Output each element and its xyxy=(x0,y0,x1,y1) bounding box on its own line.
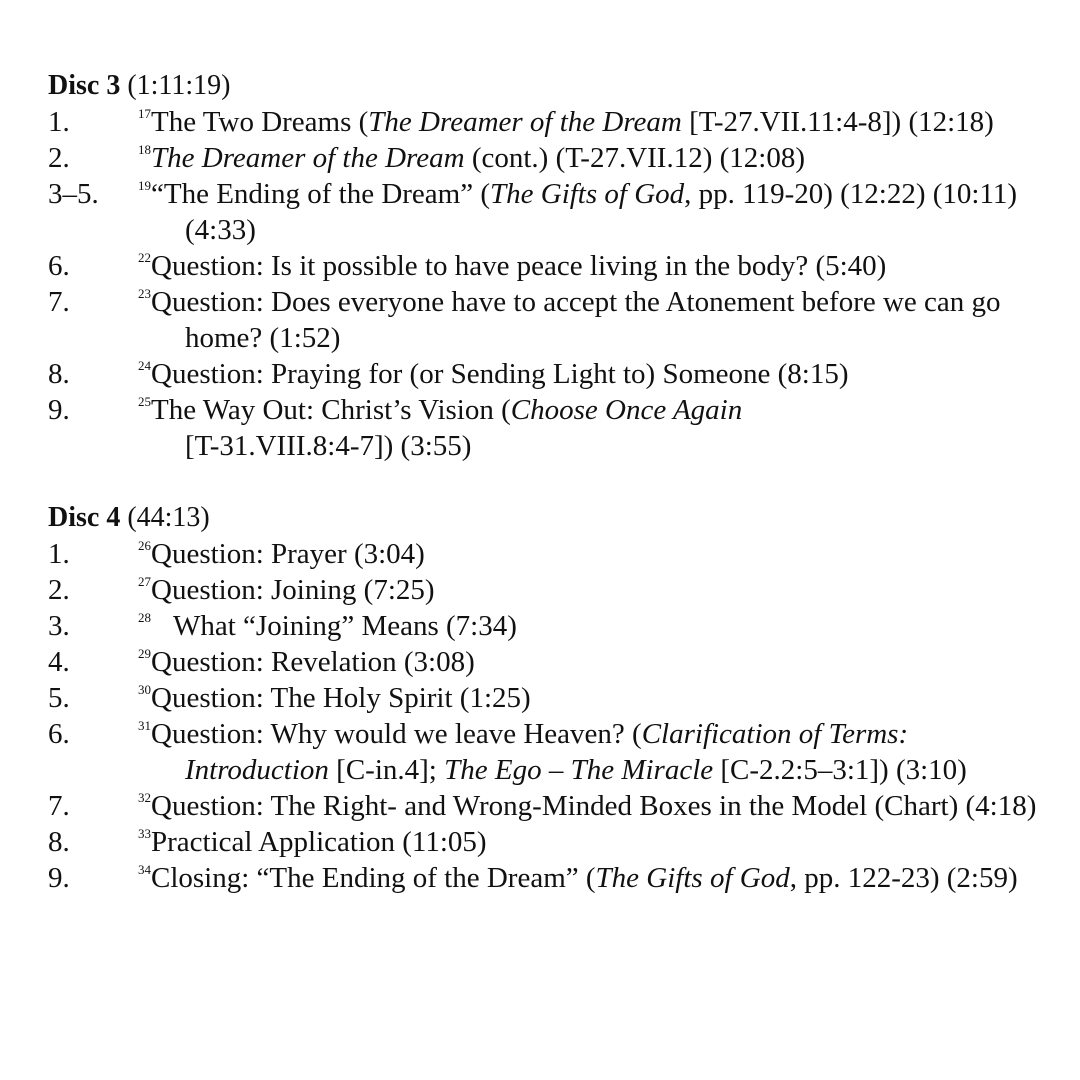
footnote-marker: 24 xyxy=(138,358,151,373)
source-title: Clarification of Terms: xyxy=(641,718,909,750)
source-title: The Gifts of God xyxy=(595,862,790,894)
source-title: The Dreamer of the Dream xyxy=(368,106,682,138)
track-number: 3–5. xyxy=(48,178,99,210)
disc-section xyxy=(48,68,1058,464)
track-number: 9. xyxy=(48,394,70,426)
title-text: Question: Praying for (or Sending Light to) Someone (8:15) xyxy=(151,358,849,390)
source-title: Introduction xyxy=(185,754,329,786)
track-title xyxy=(138,356,1058,392)
source-title: The Gifts of God xyxy=(490,178,685,210)
footnote-marker: 27 xyxy=(138,574,151,589)
footnote-marker: 30 xyxy=(138,682,151,697)
title-text: Question: Is it possible to have peace living in the body? (5:40) xyxy=(151,250,887,282)
title-text: [T-27.VII.11:4-8]) (12:18) xyxy=(681,106,994,138)
footnote-marker: 18 xyxy=(138,142,151,157)
track-number: 1. xyxy=(48,106,70,138)
track-item xyxy=(48,860,1058,896)
title-text: Question: Why would we leave Heaven? ( xyxy=(151,718,642,750)
track-item xyxy=(48,104,1058,140)
footnote-marker: 31 xyxy=(138,718,151,733)
footnote-marker: 26 xyxy=(138,538,151,553)
track-title xyxy=(138,608,1058,644)
track-title xyxy=(138,536,1058,572)
disc-heading xyxy=(48,68,1058,104)
track-list xyxy=(48,536,1058,896)
title-text: Question: Does everyone have to accept the Atonement before we can go home? (1:52) xyxy=(151,286,1001,354)
track-title xyxy=(138,860,1058,896)
track-number: 6. xyxy=(48,250,70,282)
title-text: Question: Joining (7:25) xyxy=(151,574,435,606)
track-item xyxy=(48,572,1058,608)
track-number: 2. xyxy=(48,142,70,174)
disc-section xyxy=(48,500,1058,896)
title-text: , pp. 122-23) (2:59) xyxy=(789,862,1018,894)
footnote-marker: 25 xyxy=(138,394,151,409)
disc-label: Disc 3 xyxy=(48,70,121,101)
title-text: The Two Dreams ( xyxy=(151,106,369,138)
track-title xyxy=(138,644,1058,680)
track-item xyxy=(48,824,1058,860)
track-item xyxy=(48,176,1058,248)
footnote-marker: 32 xyxy=(138,790,151,805)
footnote-marker: 17 xyxy=(138,106,151,121)
disc-duration: (1:11:19) xyxy=(127,70,231,101)
track-number: 4. xyxy=(48,646,70,678)
title-text: [C-in.4]; xyxy=(328,754,445,786)
track-title xyxy=(138,716,1058,788)
title-text: Practical Application (11:05) xyxy=(151,826,487,858)
track-title xyxy=(138,104,1058,140)
title-text: What “Joining” Means (7:34) xyxy=(173,610,517,642)
track-item xyxy=(48,248,1058,284)
title-text: Question: The Holy Spirit (1:25) xyxy=(151,682,531,714)
track-number: 2. xyxy=(48,574,70,606)
footnote-marker: 33 xyxy=(138,826,151,841)
source-title: The Ego – The Miracle xyxy=(444,754,714,786)
track-listing xyxy=(48,68,1058,896)
track-number: 7. xyxy=(48,790,70,822)
source-title: The Dreamer of the Dream xyxy=(151,142,465,174)
track-title xyxy=(138,788,1058,824)
title-text: (cont.) (T-27.VII.12) (12:08) xyxy=(464,142,805,174)
track-item xyxy=(48,716,1058,788)
title-text: Question: Revelation (3:08) xyxy=(151,646,475,678)
title-text: Question: The Right- and Wrong-Minded Boxes in the Model (Chart) (4:18) xyxy=(151,790,1037,822)
track-number: 7. xyxy=(48,286,70,318)
title-text: Closing: “The Ending of the Dream” ( xyxy=(151,862,596,894)
track-item xyxy=(48,608,1058,644)
disc-heading xyxy=(48,500,1058,536)
track-item xyxy=(48,284,1058,356)
track-title xyxy=(138,176,1058,248)
track-title xyxy=(138,248,1058,284)
track-number: 8. xyxy=(48,358,70,390)
track-number: 5. xyxy=(48,682,70,714)
title-text: “The Ending of the Dream” ( xyxy=(151,178,490,210)
track-list xyxy=(48,104,1058,464)
title-text: [C-2.2:5–3:1]) (3:10) xyxy=(713,754,967,786)
track-number: 1. xyxy=(48,538,70,570)
track-item xyxy=(48,392,1058,464)
track-item xyxy=(48,356,1058,392)
track-number: 3. xyxy=(48,610,70,642)
track-title xyxy=(138,284,1058,356)
track-number: 8. xyxy=(48,826,70,858)
footnote-marker: 28 xyxy=(138,610,151,625)
track-number: 6. xyxy=(48,718,70,750)
footnote-marker: 34 xyxy=(138,862,151,877)
footnote-marker: 22 xyxy=(138,250,151,265)
track-title xyxy=(138,680,1058,716)
track-title xyxy=(138,140,1058,176)
track-item xyxy=(48,788,1058,824)
track-item xyxy=(48,644,1058,680)
source-title: Choose Once Again xyxy=(510,394,743,426)
track-item xyxy=(48,140,1058,176)
track-title xyxy=(138,572,1058,608)
title-text: Question: Prayer (3:04) xyxy=(151,538,425,570)
footnote-marker: 29 xyxy=(138,646,151,661)
disc-label: Disc 4 xyxy=(48,502,121,533)
title-text: , pp. 119-20) (12:22) (10:11)(4:33) xyxy=(185,178,1018,246)
track-number: 9. xyxy=(48,862,70,894)
footnote-marker: 23 xyxy=(138,286,151,301)
title-text: The Way Out: Christ’s Vision ( xyxy=(151,394,511,426)
track-title xyxy=(138,392,1058,464)
track-item xyxy=(48,536,1058,572)
track-title xyxy=(138,824,1058,860)
title-text: [T-31.VIII.8:4-7]) (3:55) xyxy=(185,430,472,462)
track-item xyxy=(48,680,1058,716)
disc-duration: (44:13) xyxy=(127,502,210,533)
footnote-marker: 19 xyxy=(138,178,151,193)
